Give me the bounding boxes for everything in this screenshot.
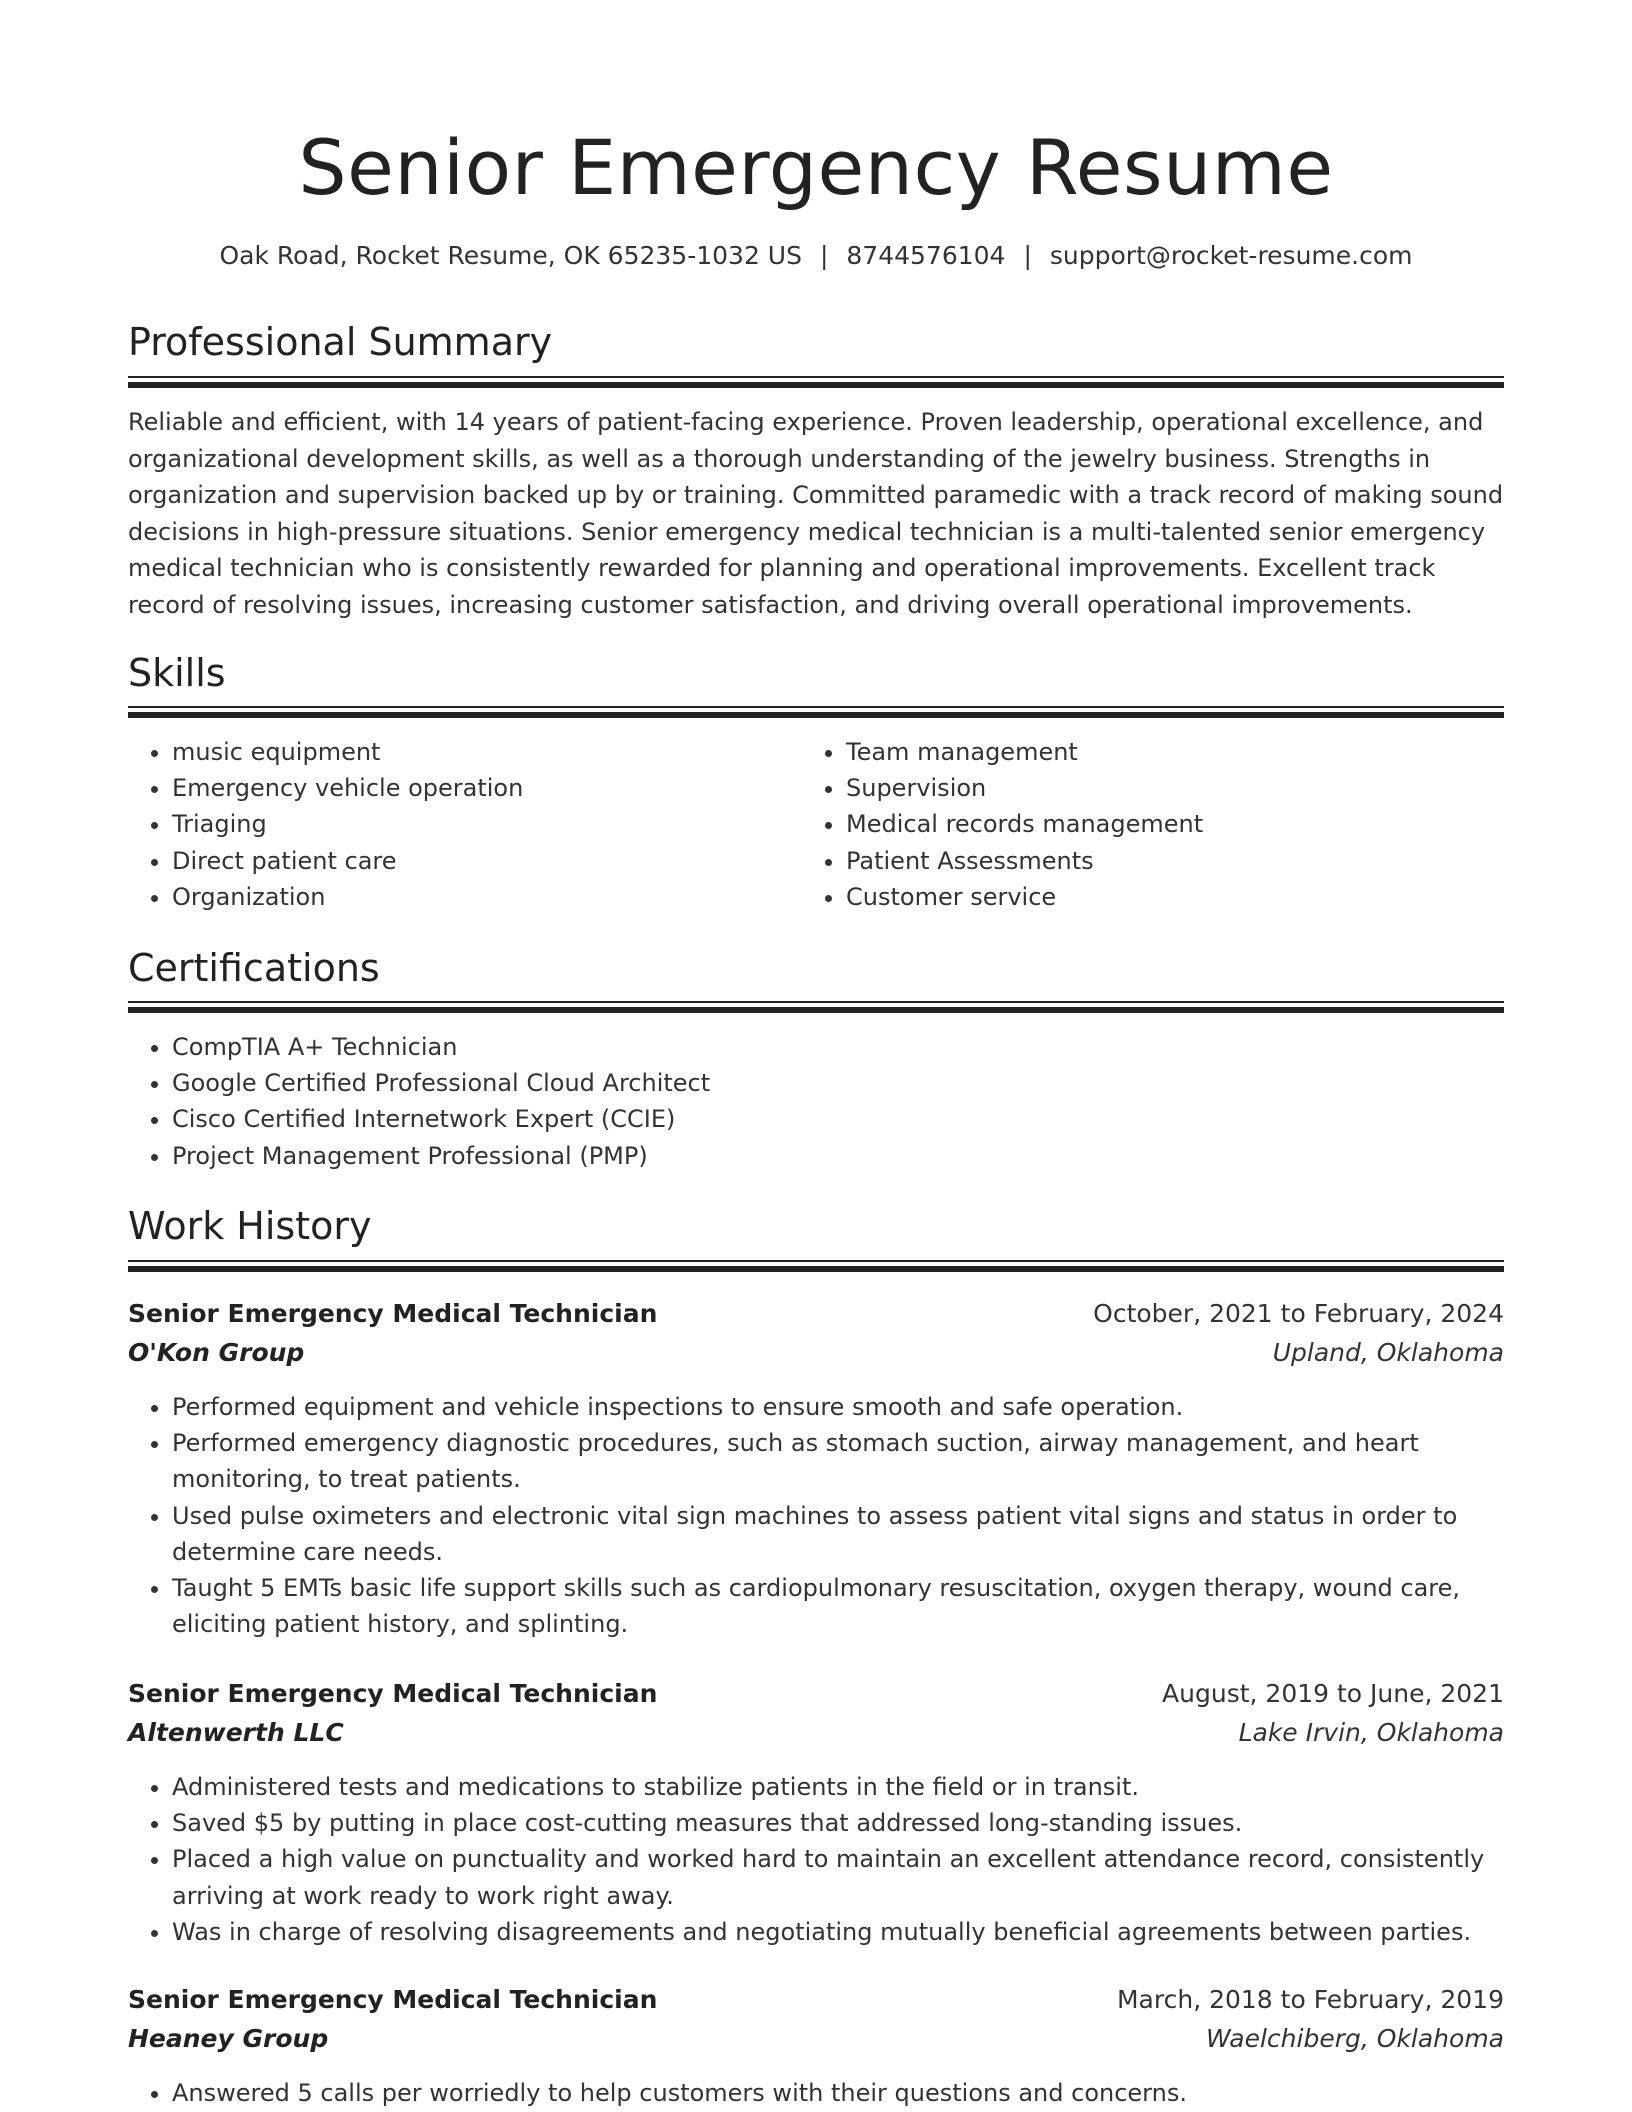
- section-divider: [128, 1001, 1504, 1013]
- job-location: Upland, Oklahoma: [1272, 1338, 1504, 1367]
- job-bullet: • Performed equipment and vehicle inspections to ensure smooth and safe operation.: [172, 1389, 1548, 1425]
- job-dates: August, 2019 to June, 2021: [1162, 1679, 1504, 1708]
- certification-item: • Google Certified Professional Cloud Architect: [172, 1065, 1548, 1101]
- skill-item: • Supervision: [846, 770, 1546, 806]
- section-divider: [128, 376, 1504, 388]
- job-bullet: • Taught 5 EMTs basic life support skills such as cardiopulmonary resuscitation, oxygen therapy, wound care, eliciting patient history, and splinting.: [172, 1570, 1548, 1642]
- contact-email: support@rocket-resume.com: [1049, 241, 1413, 270]
- job-bullets: [128, 1769, 1548, 1950]
- skill-item: • Emergency vehicle operation: [172, 770, 802, 806]
- job-company: O'Kon Group: [128, 1338, 305, 1367]
- skills-list-right: [802, 734, 1546, 915]
- certification-item: • Project Management Professional (PMP): [172, 1138, 1548, 1174]
- certifications-list: [128, 1029, 1548, 1174]
- contact-line: [0, 238, 1632, 274]
- job-location: Lake Irvin, Oklahoma: [1238, 1718, 1504, 1747]
- skills-list-left: [128, 734, 802, 915]
- skill-item: • Customer service: [846, 879, 1546, 915]
- skill-item: • Triaging: [172, 806, 802, 842]
- resume-name: Senior Emergency Resume: [298, 123, 1334, 212]
- job-title: Senior Emergency Medical Technician: [128, 1985, 658, 2014]
- contact-separator: |: [819, 241, 829, 270]
- job-company: Altenwerth LLC: [128, 1718, 344, 1747]
- section-title-certifications: Certifications: [128, 946, 380, 990]
- summary-text: Reliable and efficient, with 14 years of patient-facing experience. Proven leadership, operational excellence, and organizational development skills, as well as a thorough understanding of the jewelry business. Strengths in organization and supervision backed up by or training. Committed paramedic with a track record of making sound decisions in high-pressure situations. Senior emergency medical technician is a multi-talented senior emergency medical technician who is consistently rewarded for planning and operational improvements. Excellent track record of resolving issues, increasing customer satisfaction, and driving overall operational improvements.: [128, 408, 1504, 619]
- contact-address: Oak Road, Rocket Resume, OK 65235-1032 US: [219, 241, 802, 270]
- section-divider: [128, 1260, 1504, 1272]
- contact-phone: 8744576104: [846, 241, 1006, 270]
- contact-separator: |: [1023, 241, 1032, 270]
- skill-item: • Organization: [172, 879, 802, 915]
- section-title-skills: Skills: [128, 651, 226, 695]
- skill-item: • Medical records management: [846, 806, 1546, 842]
- job-dates: October, 2021 to February, 2024: [1093, 1299, 1504, 1328]
- job-dates: March, 2018 to February, 2019: [1116, 1985, 1504, 2014]
- job-bullet: • Was in charge of resolving disagreements and negotiating mutually beneficial agreements between parties.: [172, 1914, 1548, 1950]
- job-bullet: • Saved $5 by putting in place cost-cutting measures that addressed long-standing issues.: [172, 1805, 1548, 1841]
- section-title-summary: Professional Summary: [128, 320, 553, 364]
- job-location: Waelchiberg, Oklahoma: [1205, 2024, 1504, 2053]
- job-bullet: • Placed a high value on punctuality and worked hard to maintain an excellent attendance record, consistently arriving at work ready to work right away.: [172, 1841, 1548, 1913]
- certification-item: • CompTIA A+ Technician: [172, 1029, 1548, 1065]
- skill-item: • Patient Assessments: [846, 843, 1546, 879]
- job-company: Heaney Group: [128, 2024, 329, 2053]
- section-divider: [128, 706, 1504, 718]
- job-bullet: • Answered 5 calls per worriedly to help customers with their questions and concerns.: [172, 2075, 1548, 2111]
- skill-item: • music equipment: [172, 734, 802, 770]
- job-title: Senior Emergency Medical Technician: [128, 1299, 658, 1328]
- job-bullet: • Performed emergency diagnostic procedures, such as stomach suction, airway management, and heart monitoring, to treat patients.: [172, 1425, 1548, 1497]
- job-bullets: [128, 2075, 1548, 2111]
- job-bullet: • Used pulse oximeters and electronic vital sign machines to assess patient vital signs and status in order to determine care needs.: [172, 1498, 1548, 1570]
- skill-item: • Direct patient care: [172, 843, 802, 879]
- job-bullet: • Administered tests and medications to stabilize patients in the field or in transit.: [172, 1769, 1548, 1805]
- job-title: Senior Emergency Medical Technician: [128, 1679, 658, 1708]
- skill-item: • Team management: [846, 734, 1546, 770]
- certification-item: • Cisco Certified Internetwork Expert (CCIE): [172, 1101, 1548, 1137]
- job-bullets: [128, 1389, 1548, 1642]
- section-title-work-history: Work History: [128, 1204, 372, 1248]
